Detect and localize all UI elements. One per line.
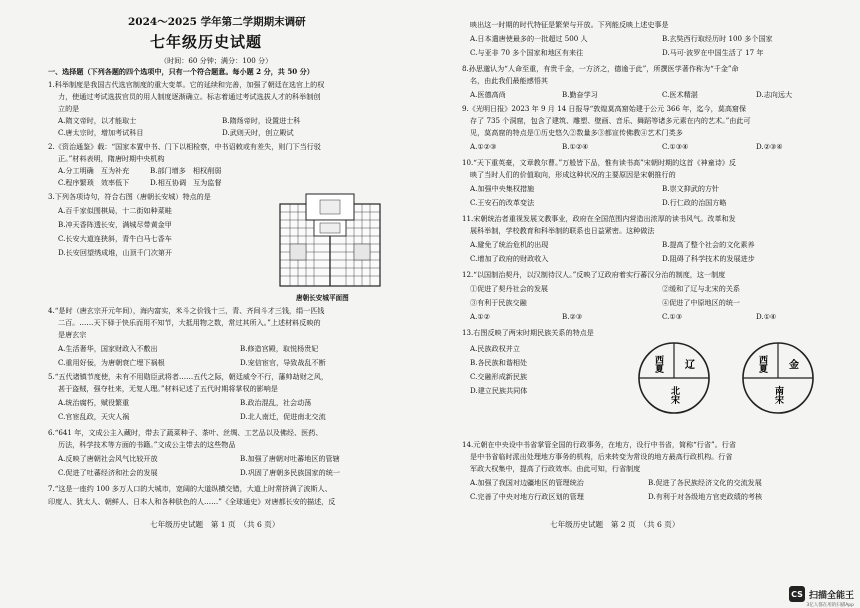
q13-option-b: B.各民族和谐相处 xyxy=(470,358,528,367)
q8-option-a: A.医德高尚 xyxy=(470,90,506,99)
q14-option-d: D.有利于对各级地方官吏政绩的考核 xyxy=(648,492,763,501)
q7-cont-line1: 映出这一时期的时代特征是繁荣与开放。下列能反映上述史事是 xyxy=(470,20,669,29)
section-heading: 一、选择题（下列各题的四个选项中，只有一个符合题意。每小题 2 分，共 50 分） xyxy=(48,67,314,76)
q12-statement-4: ④促进了中原地区的统一 xyxy=(662,298,741,307)
q4-option-c: C.重用好佞，为唐朝衰亡埋下祸根 xyxy=(58,358,165,367)
northern-song-circle-diagram xyxy=(636,340,712,416)
q5-stem-line2: 甚于盗贼，强夺杜来，无复人理。”材料记述了五代时期将掌权的影响是 xyxy=(58,384,278,393)
q12-option-b: B.②③ xyxy=(562,312,583,321)
q14-option-c: C.完善了中央对地方行政区划的管理 xyxy=(470,492,584,501)
q11-option-c: C.增加了政府的财政收入 xyxy=(470,254,549,263)
q5-option-a: A.统治腐朽，赋役繁重 xyxy=(58,398,130,407)
q5-option-b: B.政治混乱，社会动荡 xyxy=(240,398,312,407)
q2-stem-line1: 2.《资治通鉴》载：“国家本置中书、门下以相检察，中书诏敕或有差失，则门下当行驳 xyxy=(48,142,321,151)
changan-figure-caption: 唐朝长安城平面图 xyxy=(296,294,349,302)
q9-option-b: B.①②④ xyxy=(562,142,589,151)
exam-subject-title: 七年级历史试题 xyxy=(150,33,263,51)
changan-city-plan-figure xyxy=(276,192,384,290)
circle2-left-label: 西夏 xyxy=(757,355,767,373)
q13-option-c: C.交融形成新民族 xyxy=(470,372,528,381)
q4-stem-line1: 4.“是时（唐玄宗开元年间），海内富实，米斗之价钱十三，青、齐间斗才三钱，绢一匹钱 xyxy=(48,306,325,315)
q6-option-c: C.促进了吐蕃经济和社会的发展 xyxy=(58,468,158,477)
q6-stem-line2: 历法，科学技术等方面的书籍。”文成公主带去的这些物品 xyxy=(58,440,236,449)
q8-stem-line2: 名，由此我们最能感悟其 xyxy=(470,76,549,85)
q6-option-d: D.巩固了唐朝多民族国家的统一 xyxy=(240,468,340,477)
q4-stem-line3: 是唐玄宗 xyxy=(58,330,87,339)
circle2-right-label: 金 xyxy=(789,360,799,371)
q12-stem-line1: 12.“以国制治契丹，以汉制待汉人。”反映了辽政府着实行蕃汉分治的制度，这一制度 xyxy=(462,270,726,279)
circle2-bottom-label: 南宋 xyxy=(773,386,783,404)
q4-stem-line2: 二百。……天下驿于快乐而用不知节，大抵用物之数，常过其所入。”上述材料反映的 xyxy=(58,318,321,327)
q9-option-c: C.①③④ xyxy=(662,142,689,151)
q8-option-d: D.志向远大 xyxy=(756,90,793,99)
q1-option-c: C.唐太宗时，增加考试科目 xyxy=(58,128,144,137)
q2-option-d: D.相互协调 互为监督 xyxy=(150,178,222,187)
q1-stem-line2: 力，使通过考试选拔官员的用人制度逐渐确立。标志着通过考试选拔人才的科举制创 xyxy=(58,92,321,101)
q8-option-b: B.勤奋学习 xyxy=(562,90,598,99)
q14-stem-line3: 军政大权集中，提高了行政效率。由此可知，行省制度 xyxy=(470,464,641,473)
q7-option-d: D.马可·波罗在中国生活了 17 年 xyxy=(662,48,764,57)
q8-stem-line1: 8.孙思邈认为“人命至重，有贵千金，一方济之，德逾于此”，所撰医学著作称为“千金”命 xyxy=(462,64,739,73)
camscanner-tagline: 3亿人都在用的扫描App xyxy=(806,603,854,608)
q2-option-a: A.分工明确 互为补充 xyxy=(58,166,130,175)
circle1-bottom-label: 北宋 xyxy=(669,386,679,404)
q7-option-c: C.与亚非 70 多个国家和地区有来往 xyxy=(470,48,584,57)
q1-option-b: B.隋炀帝时，设置进士科 xyxy=(222,116,301,125)
exam-info: （时间：60 分钟；满分：100 分） xyxy=(160,56,273,65)
q2-stem-line2: 正。”材料表明，隋唐时期中央机构 xyxy=(58,154,165,163)
q2-option-b: B.部门增多 相权削弱 xyxy=(150,166,222,175)
q12-option-a: A.①② xyxy=(470,312,491,321)
q9-option-d: D.②③④ xyxy=(756,142,783,151)
exam-term-title: 2024～2025 学年第二学期期末调研 xyxy=(128,16,306,28)
q6-option-b: B.加强了唐朝对吐蕃地区的管辖 xyxy=(240,454,340,463)
changan-city-plan-diagram xyxy=(276,192,384,290)
q12-option-d: D.①④ xyxy=(756,312,777,321)
exam-page-1 xyxy=(0,0,420,608)
q11-option-a: A.避免了统治危机的出现 xyxy=(470,240,549,249)
q10-option-b: B.崇文抑武的方针 xyxy=(662,184,720,193)
circle1-left-label: 西夏 xyxy=(653,355,663,373)
q4-option-b: B.修造宫殿，取悦杨贵妃 xyxy=(240,344,319,353)
q3-stem-line1: 3.下列各项诗句，符合右图（唐朝长安城）特点的是 xyxy=(48,192,211,201)
q3-option-d: D.长安回望绣成堆，山顶千门次第开 xyxy=(58,248,173,257)
q10-option-a: A.加强中央集权措施 xyxy=(470,184,535,193)
q4-option-d: D.宠信宦官，导致战乱不断 xyxy=(240,358,326,367)
southern-song-circle-diagram xyxy=(740,340,816,416)
q6-option-a: A.反映了唐朝社会风气比较开放 xyxy=(58,454,158,463)
q10-stem-line1: 10.“天下重英豪，文章教尔曹。”万般皆下品，惟有读书高”宋朝时期的这首《神童诗》反 xyxy=(462,158,736,167)
q14-option-b: B.促进了各民族经济文化的交流发展 xyxy=(648,478,762,487)
q12-option-c: C.①③ xyxy=(662,312,683,321)
q11-option-d: D.阻碍了科学技术的发展进步 xyxy=(662,254,755,263)
q6-stem-line1: 6.“641 年，文成公主入藏时，带去了蔬菜种子、茶叶、丝绸、工艺品以及佛经、医药、 xyxy=(48,428,323,437)
q3-option-a: A.百千家似围棋局，十二街如种菜畦 xyxy=(58,206,172,215)
q1-option-a: A.隋文帝时，以才能取士 xyxy=(58,116,137,125)
q1-option-d: D.武则天时，创立殿试 xyxy=(222,128,294,137)
q3-option-b: B.冲天香阵透长安，满城尽带黄金甲 xyxy=(58,220,172,229)
q1-stem-line3: 立的是 xyxy=(58,104,80,113)
q14-stem-line1: 14.元朝在中央设中书省掌管全国的行政事务，在地方，设行中书省，简称“行省”。行省 xyxy=(462,440,736,449)
q9-option-a: A.①②③ xyxy=(470,142,497,151)
q5-option-c: C.官宦乱政，天灾人祸 xyxy=(58,412,130,421)
q12-statement-2: ②缓和了辽与北宋的关系 xyxy=(662,284,741,293)
exam-page-2 xyxy=(440,0,860,608)
q9-stem-line2: 存了 735 个洞窟，包含了建筑、雕塑、壁画、音乐、舞蹈等诸多元素在内的艺术。”由此可 xyxy=(470,116,751,125)
q3-option-c: C.长安大道连狭斜，青牛白马七香车 xyxy=(58,234,172,243)
q7-stem-line2: 印度人、犹太人、朝鲜人、日本人和各种肤色的人……”《全球通史》对唐都长安的描述，反 xyxy=(48,497,336,506)
q13-option-a: A.民族政权并立 xyxy=(470,344,520,353)
page-2-footer: 七年级历史试题 第 2 页 （共 6 页） xyxy=(550,520,680,529)
q9-stem-line3: 见，莫高窟的特点是①历史悠久②数量多③都宣传佛教④艺术门类多 xyxy=(470,128,683,137)
q14-option-a: A.加强了我国对边疆地区的管理统治 xyxy=(470,478,584,487)
camscanner-brand-name: 扫描全能王 xyxy=(808,590,854,601)
q11-stem-line2: 展科举制，学校教育和科举制的联系也日益紧密。这种做法 xyxy=(470,226,655,235)
q1-stem-line1: 1.科举制度是我国古代选官制度的重大变革。它的延续和完善，加强了朝廷在选官上的权 xyxy=(48,80,325,89)
q11-stem-line1: 11.宋朝统治者重视发展文教事业，政府在全国范围内营造出浓厚的读书风气。改革和发 xyxy=(462,214,736,223)
q12-statement-1: ①促进了契丹社会的发展 xyxy=(470,284,549,293)
q13-stem-line1: 13.右图反映了两宋时期民族关系的特点是 xyxy=(462,328,594,337)
page-1-footer: 七年级历史试题 第 1 页 （共 6 页） xyxy=(150,520,280,529)
q14-stem-line2: 是中书省临时派出处理地方事务的机构，后来转变为常设的地方最高行政机构。行省 xyxy=(470,452,733,461)
q4-option-a: A.生活奢华，国家财政入不敷出 xyxy=(58,344,158,353)
q7-stem-line1: 7.“这是一座约 100 多万人口的大城市，宽阔的大道纵横交错，大道上时常挤满了波斯人、 xyxy=(48,484,332,493)
q7-option-a: A.日本遣唐使最多的一批超过 500 人 xyxy=(470,34,588,43)
q5-stem-line1: 5.“五代诸镇节度使，未有不用勋臣武将者……五代之际，朝廷威令不行，藩帅劫财之风， xyxy=(48,372,328,381)
q11-option-b: B.提高了整个社会的文化素养 xyxy=(662,240,755,249)
q10-stem-line2: 映了当时人们的价值取向，形成这种状况的主要原因是宋朝推行的 xyxy=(470,170,676,179)
q8-option-c: C.医术精湛 xyxy=(662,90,698,99)
q9-stem-line1: 9.《光明日报》2023 年 9 月 14 日报导“敦煌莫高窟始建于公元 366 年，迄今，莫高窟保 xyxy=(462,104,747,113)
camscanner-watermark xyxy=(789,586,854,602)
q7-option-b: B.玄奘西行取经历时 100 多个国家 xyxy=(662,34,773,43)
q5-option-d: D.北人南迁，促进南北交流 xyxy=(240,412,326,421)
q2-option-c: C.程序繁琐 效率低下 xyxy=(58,178,130,187)
q10-option-d: D.行仁政的治国方略 xyxy=(662,198,727,207)
q10-option-c: C.王安石的改革变法 xyxy=(470,198,535,207)
camscanner-logo-icon: CS xyxy=(789,586,805,602)
q13-option-d: D.建立民族共同体 xyxy=(470,386,528,395)
circle1-right-label: 辽 xyxy=(685,360,695,371)
q12-statement-3: ③有利于民族交融 xyxy=(470,298,527,307)
